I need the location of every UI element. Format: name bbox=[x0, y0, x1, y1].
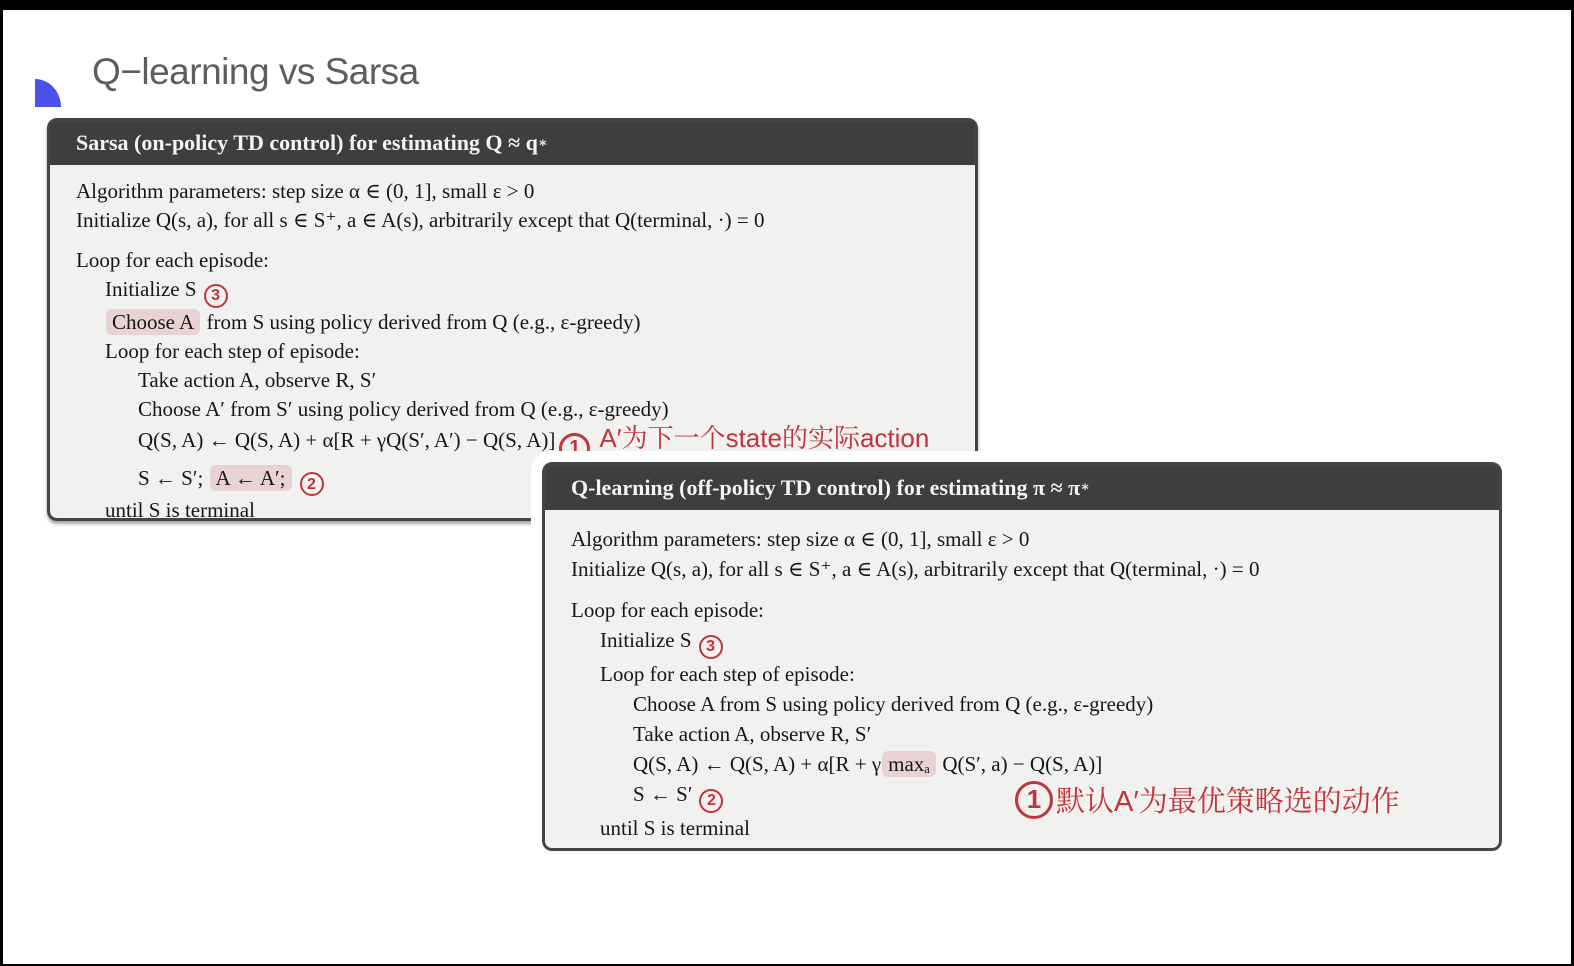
circled-number-annotation: 3 bbox=[204, 284, 228, 308]
algorithm-line bbox=[633, 749, 1491, 779]
text-segment: Q(S′, a) − Q(S, A)] bbox=[937, 752, 1103, 776]
text-segment: ∗ bbox=[537, 135, 548, 151]
circled-number-annotation: 2 bbox=[699, 789, 723, 813]
highlighted-text: maxₐ bbox=[882, 751, 936, 777]
algorithm-line bbox=[138, 395, 967, 424]
text-segment: Initialize Q(s, a), for all s ∈ S⁺, a ∈ A(s), arbitrarily except that Q(terminal, ·) = 0 bbox=[571, 557, 1260, 581]
sarsa-algorithm-box bbox=[47, 118, 978, 521]
text-segment: S ← S′; bbox=[138, 465, 209, 490]
circled-number-annotation: 1 bbox=[1015, 781, 1053, 819]
qlearning-box-title bbox=[545, 465, 1499, 510]
text-segment: Loop for each step of episode: bbox=[105, 338, 360, 363]
text-segment: Q(S, A) ← Q(S, A) + α[R + γ bbox=[633, 752, 882, 776]
text-segment: Loop for each episode: bbox=[76, 248, 270, 272]
red-annotation-text: A′为下一个state的实际action bbox=[599, 422, 930, 453]
sarsa-box-title bbox=[50, 121, 975, 165]
highlighted-text: A ← A′; bbox=[210, 465, 292, 491]
algorithm-line bbox=[105, 275, 967, 308]
algorithm-line bbox=[571, 554, 1491, 584]
highlighted-text: Choose A bbox=[106, 309, 200, 335]
text-segment: Initialize S bbox=[600, 628, 692, 652]
qlearning-algorithm-box bbox=[542, 462, 1502, 851]
algorithm-line bbox=[76, 246, 967, 275]
blue-quarter-circle-icon bbox=[35, 79, 61, 107]
circled-number-annotation: 1 bbox=[559, 433, 590, 464]
text-segment: ∗ bbox=[1080, 480, 1090, 495]
algorithm-line bbox=[600, 625, 1491, 659]
text-segment: Initialize Q(s, a), for all s ∈ S⁺, a ∈ A(s), arbitrarily except that Q(terminal, ·) = 0 bbox=[76, 208, 765, 232]
text-segment: Choose A from S using policy derived from Q (e.g., ε-greedy) bbox=[633, 692, 1154, 716]
algorithm-line bbox=[105, 337, 967, 366]
text-segment: Algorithm parameters: step size α ∈ (0, 1], small ε > 0 bbox=[571, 527, 1030, 551]
algorithm-line bbox=[138, 424, 967, 464]
algorithm-line bbox=[138, 366, 967, 395]
algorithm-line bbox=[633, 689, 1491, 719]
text-segment: from S using policy derived from Q (e.g., ε-greedy) bbox=[201, 309, 641, 334]
algorithm-line bbox=[600, 659, 1491, 689]
algorithm-line bbox=[76, 206, 967, 235]
text-segment: Take action A, observe R, S′ bbox=[633, 722, 872, 746]
text-segment: Take action A, observe R, S′ bbox=[138, 367, 377, 392]
text-segment: Initialize S bbox=[105, 277, 197, 301]
algorithm-line bbox=[105, 308, 967, 337]
qlearning-annotation bbox=[1015, 779, 1400, 820]
circled-number-annotation: 3 bbox=[699, 635, 723, 659]
text-segment: Q(S, A) ← Q(S, A) + α[R + γQ(S′, A′) − Q(S, A)] bbox=[138, 427, 556, 452]
circled-number-annotation: 2 bbox=[300, 472, 324, 496]
text-segment: until S is terminal bbox=[600, 816, 750, 840]
text-segment: Sarsa (on-policy TD control) for estimating Q ≈ q bbox=[76, 130, 538, 155]
text-segment: Loop for each episode: bbox=[571, 598, 765, 622]
text-segment: until S is terminal bbox=[105, 498, 255, 522]
text-segment: Algorithm parameters: step size α ∈ (0, 1], small ε > 0 bbox=[76, 179, 535, 203]
algorithm-line bbox=[571, 595, 1491, 625]
page-title: Q−learning vs Sarsa bbox=[92, 51, 419, 92]
red-annotation-text: 默认A′为最优策略选的动作 bbox=[1056, 786, 1400, 818]
text-segment: Loop for each step of episode: bbox=[600, 662, 855, 686]
algorithm-line bbox=[76, 177, 967, 206]
algorithm-line bbox=[571, 524, 1491, 554]
text-segment: S ← S′ bbox=[633, 782, 693, 806]
text-segment: Choose A′ from S′ using policy derived from Q (e.g., ε-greedy) bbox=[138, 396, 669, 421]
algorithm-line bbox=[633, 719, 1491, 749]
text-segment: Q-learning (off-policy TD control) for estimating π ≈ π bbox=[571, 474, 1081, 500]
